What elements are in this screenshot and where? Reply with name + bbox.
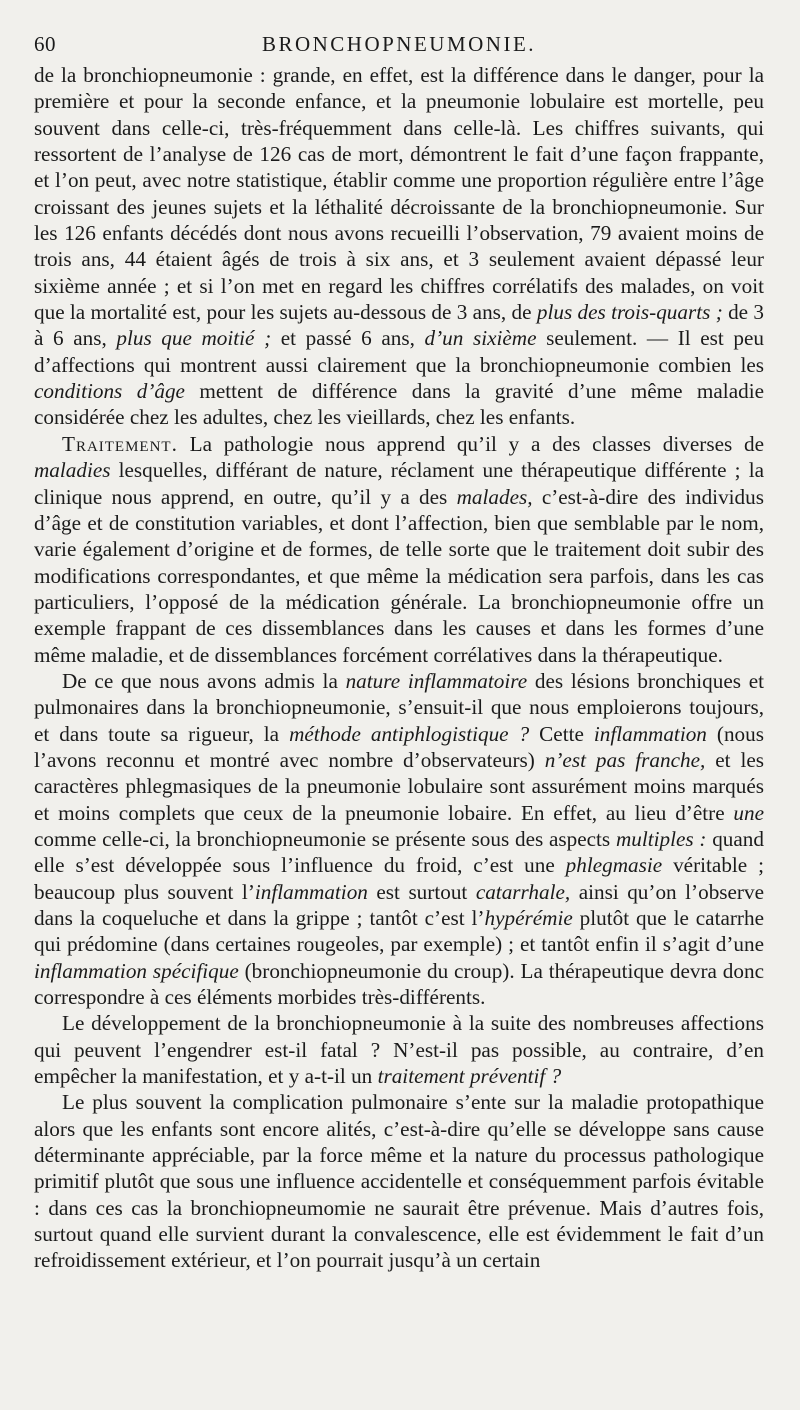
- paragraph: de la bronchiopneumonie : grande, en effet, est la différence dans le danger, pour la première et pour la seconde enfance, et la pneumonie lobulaire est mortelle, peu souvent dans celle-ci, très-fréquemment dans celle-là. Les chiffres suivants, qui ressortent de l’analyse de 126 cas de mort, démontrent le fait d’une façon frappante, et l’on peut, avec notre statistique, établir comme une proportion régulière entre l’âge croissant des jeunes sujets et la léthalité décroissante de la bronchiopneumonie. Sur les 126 enfants décédés dont nous avons recueilli l’observation, 79 avaient moins de trois ans, 44 étaient âgés de trois à six ans, et 3 seulement avaient dépassé leur sixième année ; et si l’on met en regard les chiffres corrélatifs des malades, on voit que la mortalité est, pour les sujets au-dessous de 3 ans, de plus des trois-quarts ; de 3 à 6 ans, plus que moitié ; et passé 6 ans, d’un sixième seulement. — Il est peu d’affections qui montrent aussi clairement que la bronchiopneumonie combien les conditions d’âge mettent de différence dans la gravité d’une même maladie considérée chez les adultes, chez les vieillards, chez les enfants.: [34, 63, 765, 430]
- section-label: Traitement.: [62, 431, 178, 456]
- page-number: 60: [34, 32, 56, 56]
- paragraph: De ce que nous avons admis la nature inflammatoire des lésions bronchiques et pulmonaires dans la bronchiopneumonie, s’ensuit-il que nous emploierons toujours, et dans toute sa rigueur, la méthode antiphlogistique ? Cette inflammation (nous l’avons reconnu et montré avec nombre d’observateurs) n’est pas franche, et les caractères phlegmasiques de la pneumonie lobulaire sont assurément moins marqués et moins complets que ceux de la pneumonie lobaire. En effet, au lieu d’être une comme celle-ci, la bronchiopneumonie se présente sous des aspects multiples : quand elle s’est développée sous l’influence du froid, c’est une phlegmasie véritable ; beaucoup plus souvent l’inflammation est surtout catarrhale, ainsi qu’on l’observe dans la coqueluche et dans la grippe ; tantôt c’est l’hypérémie plutôt que le catarrhe qui prédomine (dans certaines rougeoles, par exemple) ; et tantôt enfin il s’agit d’une inflammation spécifique (bronchiopneumonie du croup). La thérapeutique devra donc correspondre à ces éléments morbides très-différents.: [34, 668, 764, 1010]
- paragraph: Le plus souvent la complication pulmonaire s’ente sur la maladie protopathique alors que les enfants sont encore alités, c’est-à-dire qu’elle se développe sans cause déterminante appréciable, par la force même et la nature du processus pathologique primitif plutôt que sous une influence accidentelle et conséquemment parfois évitable : dans ces cas la bronchiopneumomie ne saurait être prévenue. Mais d’autres fois, surtout quand elle survient durant la convalescence, elle est évidemment le fait d’un refroidissement extérieur, et l’on pourrait jusqu’à un certain: [34, 1090, 764, 1273]
- page-header: [34, 28, 764, 62]
- running-title: BRONCHOPNEUMONIE.: [261, 32, 537, 56]
- paragraph: Traitement. La pathologie nous apprend qu’il y a des classes diverses de maladies lesquelles, différant de nature, réclament une thérapeutique différente ; la clinique nous apprend, en outre, qu’il y a des malades, c’est-à-dire des individus d’âge et de constitution variables, et dont l’affection, bien que semblable par le nom, varie également d’origine et de formes, de telle sorte que le traitement doit subir des modifications correspondantes, et que même la médication sera parfois, dans les cas particuliers, l’opposé de la médication générale. La bronchiopneumonie offre un exemple frappant de ces dissemblances dans les causes et dans les formes d’une même maladie, et de dissemblances forcément corrélatives dans la thérapeutique.: [34, 431, 764, 667]
- paragraph: Le développement de la bronchiopneumonie à la suite des nombreuses affections qui peuvent l’engendrer est-il fatal ? N’est-il pas possible, au contraire, d’en empêcher la manifestation, et y a-t-il un traitement préventif ?: [34, 1011, 764, 1089]
- body-text: [34, 62, 764, 1274]
